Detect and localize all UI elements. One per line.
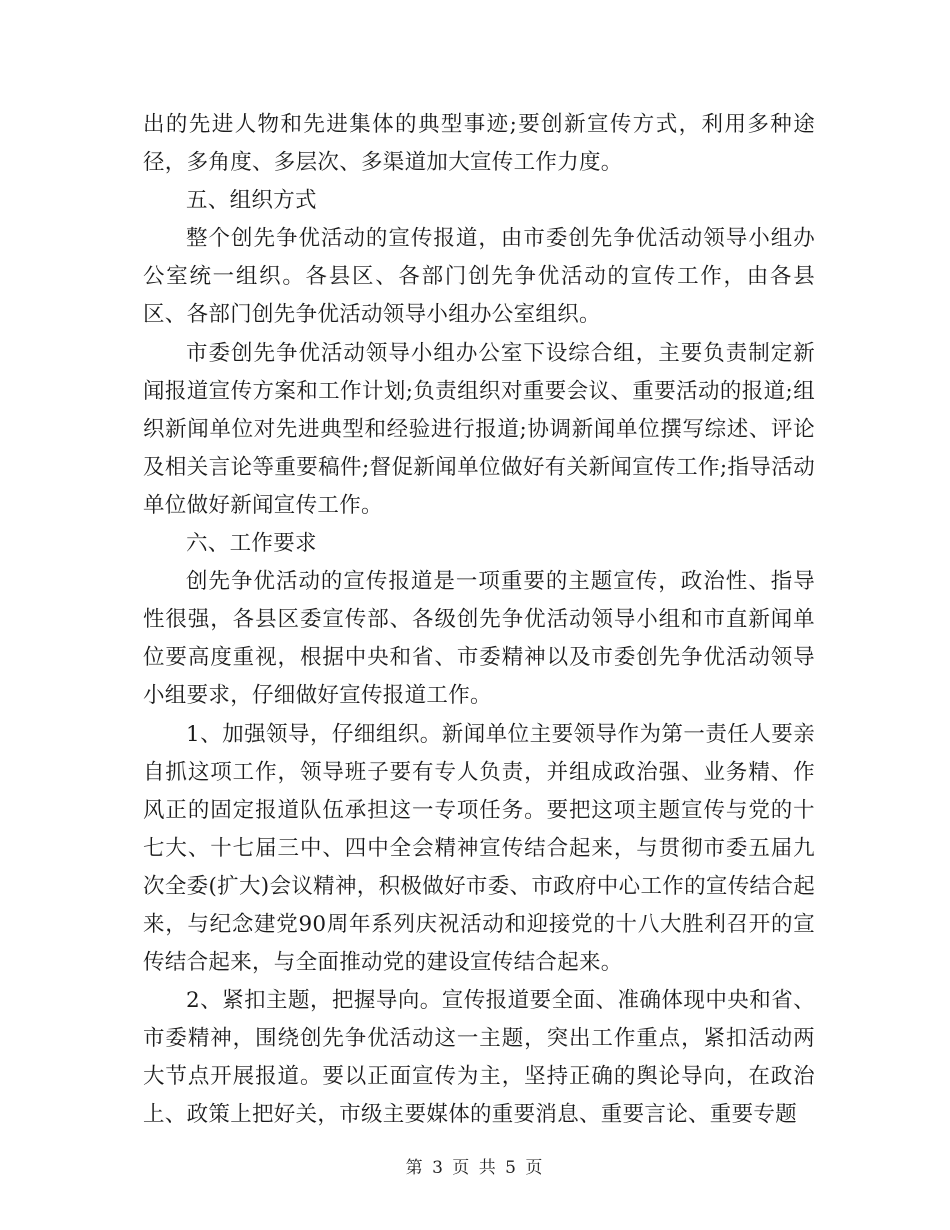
body-paragraph: 整个创先争优活动的宣传报道，由市委创先争优活动领导小组办公室统一组织。各县区、各部门创先争优活动的宣传工作，由各县区、各部门创先争优活动领导小组办公室组织。 [143, 226, 815, 328]
body-paragraph: 2、紧扣主题，把握导向。宣传报道要全面、准确体现中央和省、市委精神，围绕创先争优活动这一主题，突出工作重点，紧扣活动两大节点开展报道。要以正面宣传为主，坚持正确的舆论导向，在政治上、政策上把好关，市级主要媒体的重要消息、重要言论、重要专题 [143, 988, 815, 1128]
page-footer: 第 3 页 共 5 页 [405, 1158, 545, 1178]
section-heading: 六、工作要求 [186, 531, 317, 557]
body-paragraph: 1、加强领导，仔细组织。新闻单位主要领导作为第一责任人要亲自抓这项工作，领导班子要有专人负责，并组成政治强、业务精、作风正的固定报道队伍承担这一专项任务。要把这项主题宣传与党的十七大、十七届三中、四中全会精神宣传结合起来，与贯彻市委五届九次全委(扩大)会议精神，积极做好市委、市政府中心工作的宣传结合起来，与纪念建党90周年系列庆祝活动和迎接党的十八大胜利召开的宣传结合起来，与全面推动党的建设宣传结合起来。 [143, 721, 815, 976]
body-paragraph: 出的先进人物和先进集体的典型事迹;要创新宣传方式，利用多种途径，多角度、多层次、多渠道加大宣传工作力度。 [143, 112, 815, 176]
body-paragraph: 市委创先争优活动领导小组办公室下设综合组，主要负责制定新闻报道宣传方案和工作计划;负责组织对重要会议、重要活动的报道;组织新闻单位对先进典型和经验进行报道;协调新闻单位撰写综述、评论及相关言论等重要稿件;督促新闻单位做好有关新闻宣传工作;指导活动单位做好新闻宣传工作。 [143, 340, 815, 518]
document-body [143, 106, 815, 1135]
body-paragraph: 创先争优活动的宣传报道是一项重要的主题宣传，政治性、指导性很强，各县区委宣传部、各级创先争优活动领导小组和市直新闻单位要高度重视，根据中央和省、市委精神以及市委创先争优活动领导小组要求，仔细做好宣传报道工作。 [143, 569, 815, 709]
section-heading: 五、组织方式 [186, 188, 317, 214]
